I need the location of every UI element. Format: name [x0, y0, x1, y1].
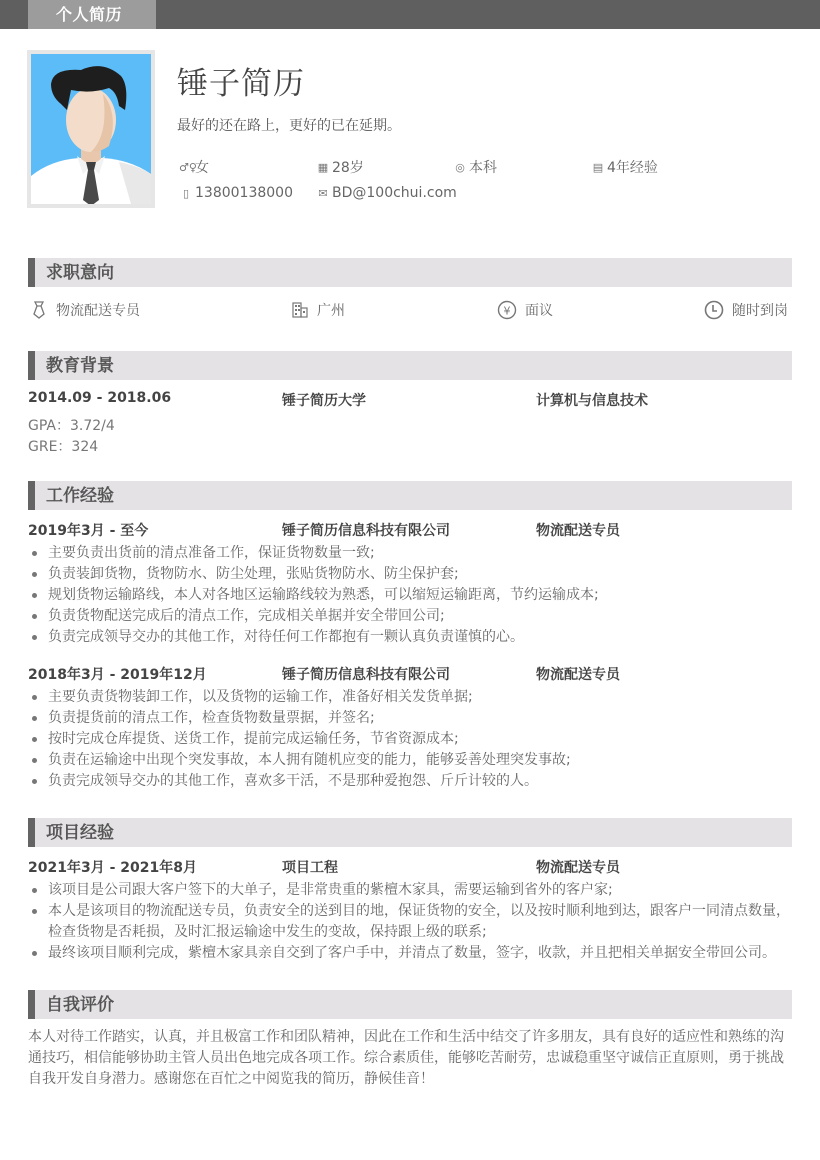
job-company: 锤子简历信息科技有限公司 [282, 523, 450, 539]
section-header-self-eval [28, 990, 792, 1019]
section-header-projects [28, 818, 792, 847]
list-item: 该项目是公司跟大客户签下的大单子，是非常贵重的紫檀木家具，需要运输到省外的客户家; [28, 880, 792, 901]
info-gender-value: 女 [195, 160, 209, 176]
list-item: 规划货物运输路线，本人对各地区运输路线较为熟悉，可以缩短运输距离，节约运输成本; [28, 585, 792, 606]
education-period: 2014.09 - 2018.06 [28, 390, 172, 406]
education-gpa: GPA：3.72/4 [28, 418, 115, 434]
project-period: 2021年3月 - 2021年8月 [28, 860, 197, 876]
candidate-name: 锤子简历 [177, 66, 305, 102]
graduation-cap-icon: ◎ [455, 160, 465, 174]
info-gender [179, 157, 209, 177]
info-experience [591, 157, 658, 177]
job-position: 物流配送专员 [536, 667, 620, 683]
section-title: 教育背景 [46, 356, 114, 376]
info-education [453, 157, 497, 177]
education-gre: GRE：324 [28, 439, 99, 455]
info-age [316, 157, 364, 177]
info-experience-value: 4年经验 [607, 160, 658, 176]
job-company: 锤子简历信息科技有限公司 [282, 667, 450, 683]
section-header-work [28, 481, 792, 510]
info-email-value[interactable]: BD@100chui.com [332, 185, 457, 201]
job-period: 2019年3月 - 至今 [28, 523, 149, 539]
resume-tab[interactable]: 个人简历 [28, 0, 156, 29]
education-school: 锤子简历大学 [282, 393, 366, 409]
list-item: 负责在运输途中出现个突发事故，本人拥有随机应变的能力，能够妥善处理突发事故; [28, 750, 792, 771]
section-header-intent [28, 258, 792, 287]
top-bar [0, 0, 820, 29]
section-header-education [28, 351, 792, 380]
list-item: 按时完成仓库提货、送货工作，提前完成运输任务，节省资源成本; [28, 729, 792, 750]
list-item: 负责完成领导交办的其他工作，喜欢多干活，不是那种爱抱怨、斤斤计较的人。 [28, 771, 792, 792]
tie-icon [30, 301, 48, 319]
job-period: 2018年3月 - 2019年12月 [28, 667, 207, 683]
gender-icon: ♂♀ [179, 160, 197, 174]
email-icon: ✉ [318, 186, 328, 200]
intent-availability-value: 随时到岗 [732, 303, 788, 319]
intent-position-value: 物流配送专员 [56, 303, 140, 319]
intent-salary [497, 300, 553, 320]
intent-city [291, 300, 345, 320]
section-title: 项目经验 [46, 823, 114, 843]
job-position: 物流配送专员 [536, 523, 620, 539]
building-icon [291, 301, 309, 319]
project-details-list [28, 880, 792, 964]
avatar [31, 54, 151, 204]
list-item: 负责装卸货物，货物防水、防尘处理，张贴货物防水、防尘保护套; [28, 564, 792, 585]
job-duties-list [28, 543, 792, 648]
self-evaluation-text: 本人对待工作踏实，认真，并且极富工作和团队精神，因此在工作和生活中结交了许多朋友，具有良好的适应性和熟练的沟通技巧，相信能够协助主管人员出色地完成各项工作。综合素质佳，能够吃苦耐劳，忠诚稳重坚守诚信正直原则，勇于挑战自我开发自身潜力。感谢您在百忙之中阅览我的简历，静候佳音！ [28, 1029, 784, 1087]
list-item: 负责提货前的清点工作，检查货物数量票据，并签名; [28, 708, 792, 729]
phone-icon: ▯ [182, 186, 190, 200]
list-item: 主要负责货物装卸工作，以及货物的运输工作，准备好相关发货单据; [28, 687, 792, 708]
info-education-value: 本科 [469, 160, 497, 176]
info-age-value: 28岁 [332, 160, 364, 176]
intent-salary-value: 面议 [525, 303, 553, 319]
candidate-motto: 最好的还在路上，更好的已在延期。 [177, 118, 401, 134]
project-role: 物流配送专员 [536, 860, 620, 876]
section-title: 自我评价 [46, 995, 114, 1015]
list-item: 最终该项目顺利完成，紫檀木家具亲自交到了客户手中，并清点了数量，签字，收款，并且把相关单据安全带回公司。 [28, 943, 792, 964]
education-major: 计算机与信息技术 [536, 393, 648, 409]
info-phone [179, 185, 293, 201]
clipboard-icon: ▤ [592, 160, 604, 174]
clock-icon [704, 300, 724, 320]
intent-availability [704, 300, 788, 320]
project-name: 项目工程 [282, 860, 338, 876]
list-item: 主要负责出货前的清点准备工作，保证货物数量一致; [28, 543, 792, 564]
job-duties-list [28, 687, 792, 792]
section-title: 求职意向 [46, 263, 114, 283]
list-item: 负责完成领导交办的其他工作，对待任何工作都抱有一颗认真负责谨慎的心。 [28, 627, 792, 648]
info-email [316, 185, 457, 201]
yen-icon [497, 300, 517, 320]
profile-photo-frame [27, 50, 155, 208]
intent-position [30, 300, 140, 320]
list-item: 本人是该项目的物流配送专员，负责安全的送到目的地，保证货物的安全，以及按时顺利地到达，跟客户一同清点数量，检查货物是否耗损，及时汇报运输途中发生的变故，保持跟上级的联系; [28, 901, 792, 943]
svg-text:¥: ¥ [503, 304, 511, 318]
intent-city-value: 广州 [317, 303, 345, 319]
calendar-icon: ▦ [317, 160, 329, 174]
info-phone-value[interactable]: 13800138000 [195, 185, 293, 201]
list-item: 负责货物配送完成后的清点工作，完成相关单据并安全带回公司; [28, 606, 792, 627]
section-title: 工作经验 [46, 486, 114, 506]
